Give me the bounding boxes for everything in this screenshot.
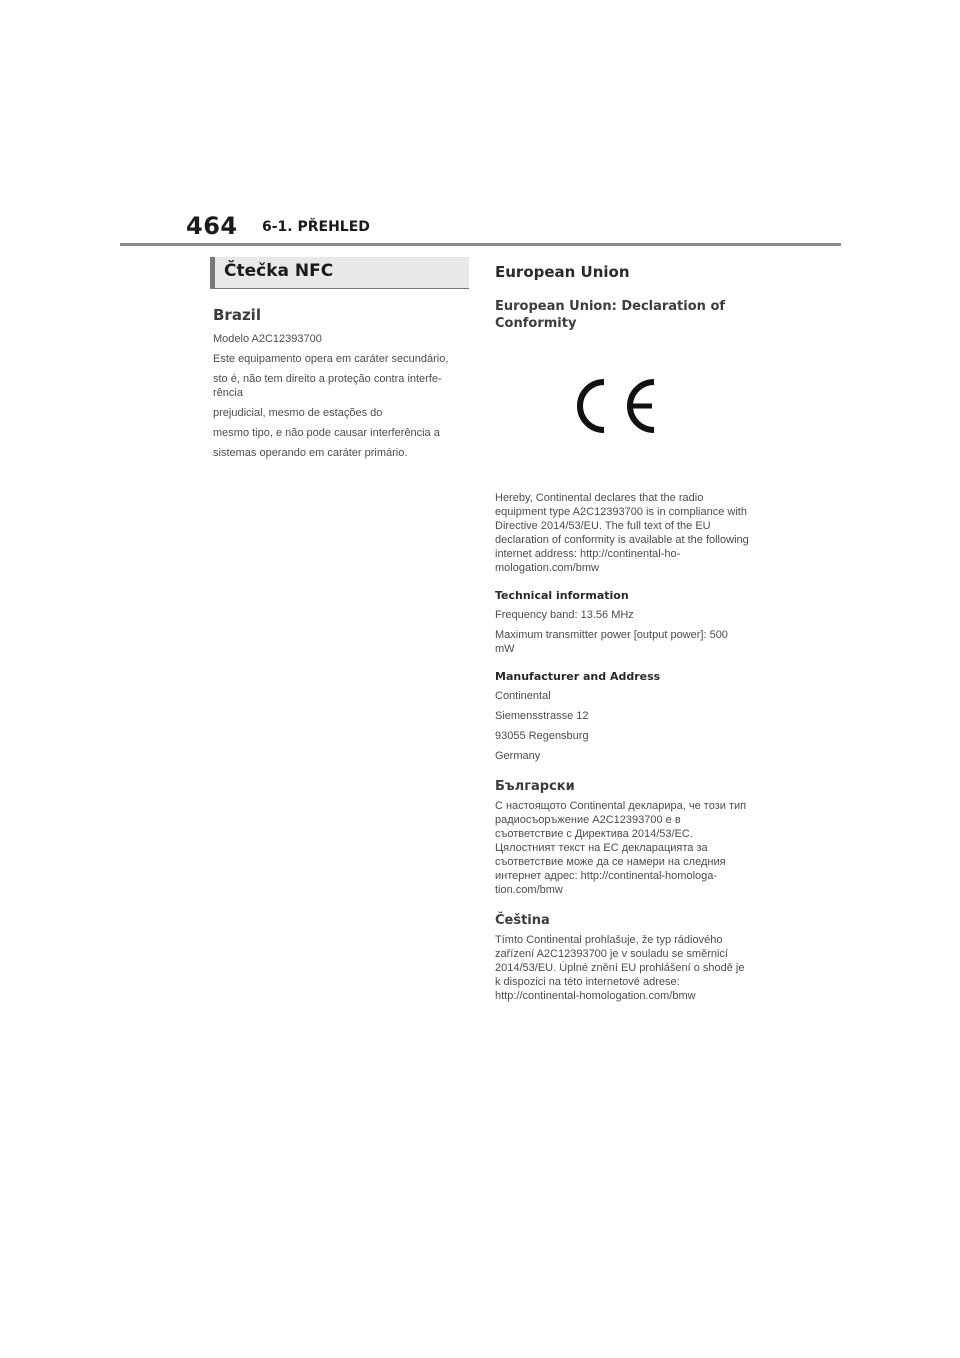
section-box-nfc	[210, 257, 469, 289]
manufacturer-address	[495, 689, 750, 763]
manufacturer-heading: Manufacturer and Address	[495, 670, 661, 683]
brazil-line: prejudicial, mesmo de estações do	[213, 407, 383, 419]
page-number: 464	[186, 212, 238, 240]
brazil-text	[213, 332, 471, 460]
right-column	[495, 263, 750, 1003]
tech-info-line: Frequency band: 13.56 MHz	[495, 609, 634, 621]
address-line: Continental	[495, 690, 551, 702]
tech-info-line: Maximum transmitter power [output power]: 500 mW	[495, 629, 728, 655]
czech-text: Tímto Continental prohlašuje, že typ rádiového zařízení A2C12393700 je v souladu se směrnicí 2014/53/EU. Úplné znění EU prohlášení o shodě je k dispozici na této internetové adrese: http://continental-homologation.com/bmw	[495, 934, 745, 1002]
eu-declaration-text: Hereby, Continental declares that the radio equipment type A2C12393700 is in compliance with Directive 2014/53/EU. The full text of the EU declaration of conformity is available at the following internet address: http://continental-ho-mologation.com/bmw	[495, 492, 749, 574]
ce-mark	[495, 332, 750, 491]
brazil-line: mesmo tipo, e não pode causar interferência a	[213, 427, 440, 439]
nfc-box-title: Čtečka NFC	[224, 261, 334, 281]
brazil-heading: Brazil	[213, 306, 261, 324]
bulgarian-heading: Български	[495, 779, 575, 794]
address-line: 93055 Regensburg	[495, 730, 589, 742]
left-column	[213, 306, 471, 466]
tech-info-list	[495, 608, 750, 656]
brazil-line: Este equipamento opera em caráter secundário,	[213, 353, 449, 365]
brazil-line: sto é, não tem direito a proteção contra interfe- rência	[213, 373, 442, 399]
header-divider	[120, 243, 841, 246]
ce-mark-icon	[574, 375, 660, 437]
address-line: Germany	[495, 750, 541, 762]
brazil-line: Modelo A2C12393700	[213, 333, 322, 345]
eu-declaration-heading: European Union: Declaration of Conformity	[495, 299, 726, 331]
brazil-line: sistemas operando em caráter primário.	[213, 447, 408, 459]
eu-heading: European Union	[495, 263, 630, 281]
tech-info-heading: Technical information	[495, 589, 629, 602]
bulgarian-text: С настоящото Continental декларира, че този тип радиосъоръжение A2C12393700 е в съответствие с Директива 2014/53/ЕС. Цялостният текст на ЕС декларацията за съответствие може да се намери на следния интернет адрес: http://continental-homologa-tion.com/bmw	[495, 800, 747, 896]
czech-heading: Čeština	[495, 913, 550, 928]
section-title: 6-1. PŘEHLED	[262, 219, 370, 235]
address-line: Siemensstrasse 12	[495, 710, 589, 722]
